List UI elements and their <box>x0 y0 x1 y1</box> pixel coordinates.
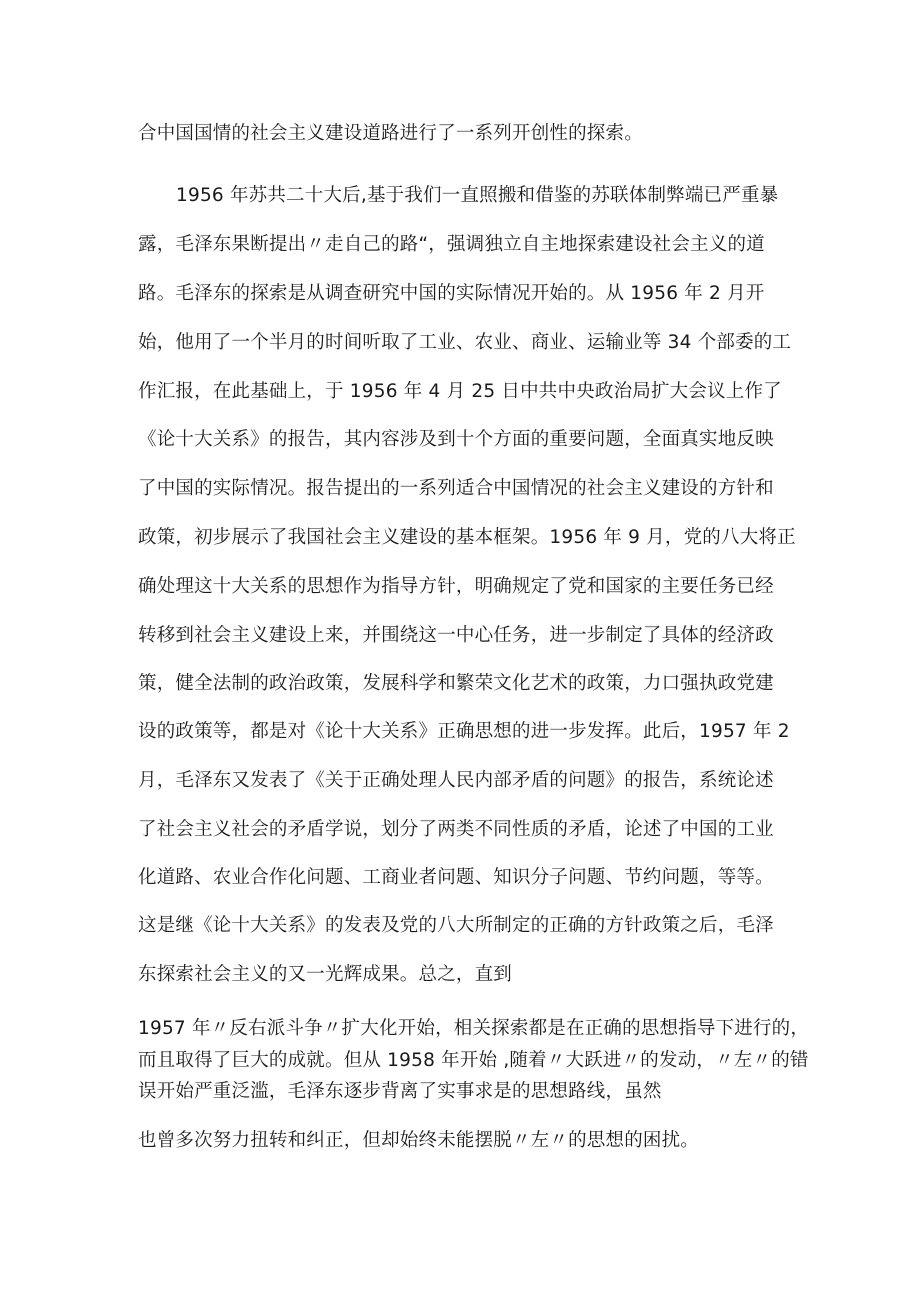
text-line-8: 了中国的实际情况。报告提出的一系列适合中国情况的社会主义建设的方针和 <box>138 478 774 499</box>
text-line-20: 而且取得了巨大的成就。但从 1958 年开始 ,随着〃大跃进〃的发动，〃左〃的错 <box>138 1050 809 1071</box>
text-line-19: 1957 年〃反右派斗争〃扩大化开始，相关探索都是在正确的思想指导下进行的， <box>138 1018 810 1039</box>
text-line-6: 作汇报，在此基础上，于 1956 年 4 月 25 日中共中央政治局扩大会议上作了 <box>138 381 782 402</box>
text-line-9: 政策，初步展示了我国社会主义建设的基本框架。1956 年 9 月，党的八大将正 <box>138 527 796 548</box>
text-line-3: 露，毛泽东果断提出〃走自己的路“，强调独立自主地探索建设社会主义的道 <box>138 234 765 255</box>
text-line-2: 1956 年苏共二十大后,基于我们一直照搬和借鉴的苏联体制弊端已严重暴 <box>176 185 779 206</box>
text-line-7: 《论十大关系》的报告，其内容涉及到十个方面的重要问题，全面真实地反映 <box>138 429 774 450</box>
text-line-15: 了社会主义社会的矛盾学说，划分了两类不同性质的矛盾，论述了中国的工业 <box>138 819 774 840</box>
text-line-1: 合中国国情的社会主义建设道路进行了一系列开创性的探索。 <box>138 123 643 144</box>
text-line-11: 转移到社会主义建设上来，并围绕这一中心任务，进一步制定了具体的经济政 <box>138 625 774 646</box>
text-line-17: 这是继《论十大关系》的发表及党的八大所制定的正确的方针政策之后，毛泽 <box>138 915 774 936</box>
text-line-12: 策，健全法制的政治政策，发展科学和繁荣文化艺术的政策，力口强执政党建 <box>138 673 774 694</box>
text-line-10: 确处理这十大关系的思想作为指导方针，明确规定了党和国家的主要任务已经 <box>138 576 774 597</box>
text-line-13: 设的政策等，都是对《论十大关系》正确思想的进一步发挥。此后，1957 年 2 <box>138 721 790 742</box>
text-line-16: 化道路、农业合作化问题、工商业者问题、知识分子问题、节约问题，等等。 <box>138 867 774 888</box>
text-line-22: 也曾多次努力扭转和纠正，但却始终未能摆脱〃左〃的思想的困扰。 <box>138 1130 700 1151</box>
text-line-18: 东探索社会主义的又一光辉成果。总之，直到 <box>138 964 513 985</box>
text-line-21: 误开始严重泛滥，毛泽东逐步背离了实事求是的思想路线，虽然 <box>138 1081 662 1102</box>
text-line-4: 路。毛泽东的探索是从调查研究中国的实际情况开始的。从 1956 年 2 月开 <box>138 283 765 304</box>
text-line-14: 月，毛泽东又发表了《关于正确处理人民内部矛盾的问题》的报告，系统论述 <box>138 770 774 791</box>
text-line-5: 始，他用了一个半月的时间听取了工业、农业、商业、运输业等 34 个部委的工 <box>138 332 792 353</box>
